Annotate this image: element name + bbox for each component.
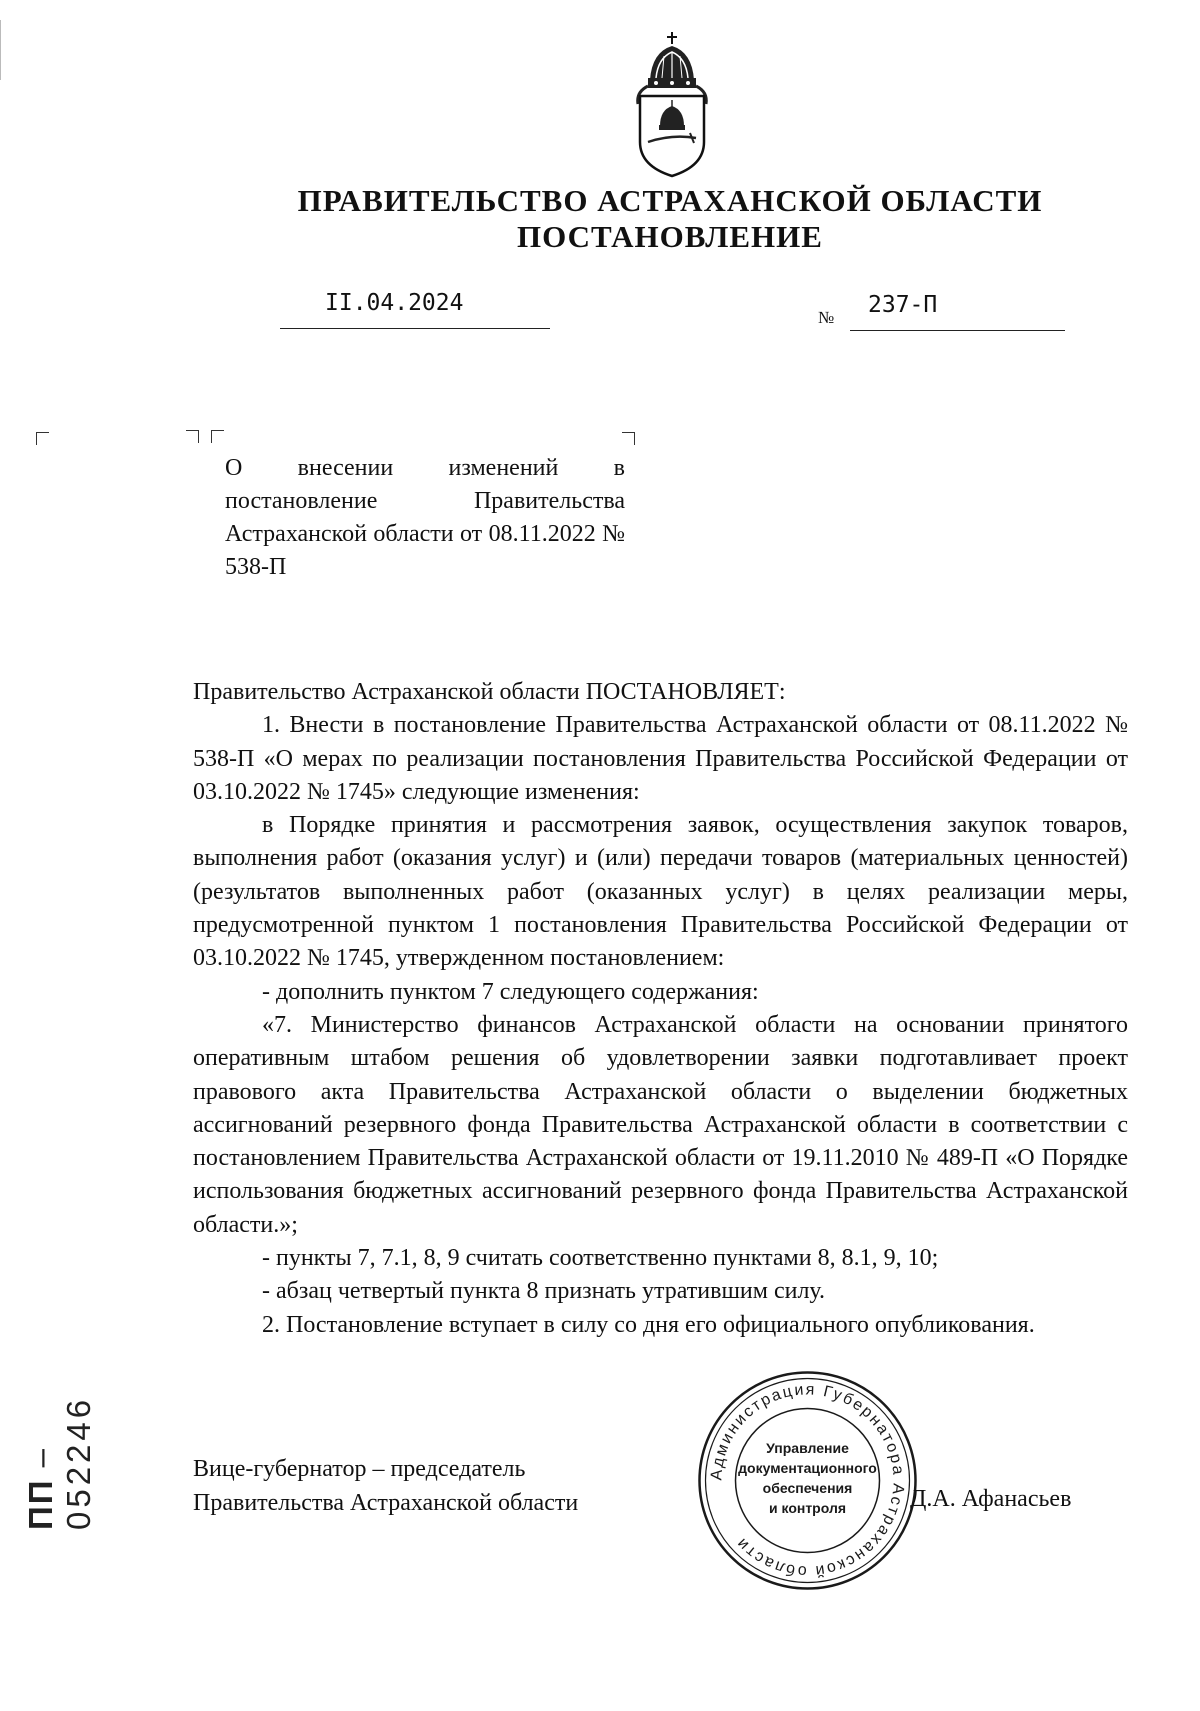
body-paragraph-6: - абзац четвертый пункта 8 признать утратившим силу. — [262, 1278, 826, 1305]
corner-bracket-icon — [622, 432, 635, 445]
body-paragraph-2: в Порядке принятия и рассмотрения заявок, осуществления закупок товаров, выполнения работ (оказания услуг) и (или) передачи товаров (материальных ценностей) (результатов выполненных работ (оказанных услуг) в целях реализации меры, предусмотренной пунктом 1 постановления Правительства Российской Федерации от 03.10.2022 № 1745, утвержденном постановлением: — [193, 812, 1128, 972]
document-number: 237-П — [868, 292, 938, 318]
corner-bracket-icon — [36, 432, 49, 445]
body-paragraph-7: 2. Постановление вступает в силу со дня его официального опубликования. — [262, 1311, 1035, 1338]
document-subject: О внесении изменений в постановление Правительства Астраханской области от 08.11.2022 № 538-П — [225, 455, 625, 580]
scan-edge-mark — [0, 20, 3, 80]
stamp-line-4: и контроля — [769, 1500, 846, 1516]
body-paragraph-4: «7. Министерство финансов Астраханской области на основании принятого оперативным штабом решения об удовлетворении заявки подготавливает проект правового акта Правительства Астраханской области о выделении бюджетных ассигнований резервного фонда Правительства Астраханской области в соответствии с постановлением Правительства Астраханской области от 19.11.2010 № 489-П «О Порядке использования бюджетных ассигнований резервного фонда Правительства Астраханской области.»; — [193, 1011, 1128, 1238]
number-sign: № — [818, 308, 835, 327]
signatory-position — [193, 1452, 578, 1520]
signatory-position-line2: Правительства Астраханской области — [193, 1490, 579, 1516]
document-date: II.04.2024 — [325, 290, 464, 316]
margin-serial-number — [22, 1310, 97, 1530]
corner-bracket-icon — [186, 430, 199, 443]
number-field — [850, 288, 1065, 331]
document-type: ПОСТАНОВЛЕНИЕ — [517, 219, 823, 254]
date-field — [280, 288, 550, 329]
official-stamp — [695, 1368, 920, 1593]
serial-number: – 052246 — [22, 1395, 97, 1530]
government-name: ПРАВИТЕЛЬСТВО АСТРАХАНСКОЙ ОБЛАСТИ — [297, 183, 1043, 218]
body-paragraph-1: 1. Внести в постановление Правительства Астраханской области от 08.11.2022 № 538-П «О мерах по реализации постановления Правительства Российской Федерации от 03.10.2022 № 1745» следующие изменения: — [193, 712, 1128, 805]
signatory-name: Д.А. Афанасьев — [910, 1486, 1072, 1512]
stamp-ring-text: Администрация Губернатора Астраханской области — [708, 1381, 907, 1580]
serial-prefix: ПП — [22, 1478, 59, 1530]
stamp-line-3: обеспечения — [762, 1480, 853, 1496]
coat-of-arms-emblem — [630, 30, 714, 180]
corner-bracket-icon — [211, 430, 224, 443]
body-paragraph-3: - дополнить пунктом 7 следующего содержания: — [262, 978, 759, 1005]
document-body — [193, 676, 1128, 1342]
signatory-position-line1: Вице-губернатор – председатель — [193, 1456, 526, 1482]
body-intro: Правительство Астраханской области ПОСТАНОВЛЯЕТ: — [193, 679, 786, 705]
body-paragraph-5: - пункты 7, 7.1, 8, 9 считать соответственно пунктами 8, 8.1, 9, 10; — [262, 1245, 939, 1272]
stamp-line-2: документационного — [738, 1460, 877, 1476]
stamp-line-1: Управление — [766, 1440, 849, 1456]
